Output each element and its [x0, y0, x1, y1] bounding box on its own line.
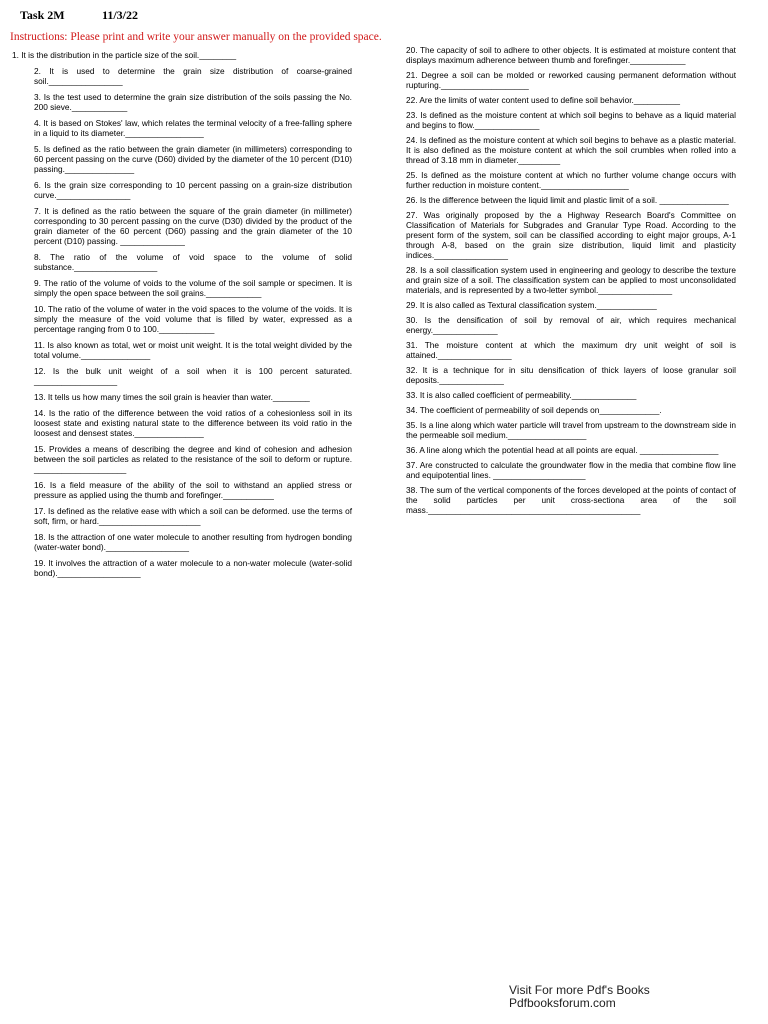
question-23: 23. Is defined as the moisture content at which soil begins to behave as a liquid material and begins to flow.______________	[406, 110, 736, 130]
question-27: 27. Was originally proposed by the a Highway Research Board's Committee on Classification of Materials for Subgrades and Granular Type Road. According to the present form of the system, soil can be classified according to eight major groups, A-1 through A-8, based on the grain size distribution, liquid limit and plasticity indices.________________	[406, 210, 736, 260]
footer-line-1: Visit For more Pdf's Books	[509, 983, 650, 997]
question-38: 38. The sum of the vertical components of the forces developed at the points of contact of the solid particles per unit cross-sectiona area of the soil mass.______________________________________________	[406, 485, 736, 515]
question-35: 35. Is a line along which water particle will travel from upstream to the downstream side in the permeable soil medium._________________	[406, 420, 736, 440]
question-4: 4. It is based on Stokes' law, which relates the terminal velocity of a free-falling sphere in a liquid to its diameter._________________	[34, 118, 352, 138]
header	[20, 8, 139, 23]
instructions: Instructions: Please print and write your answer manually on the provided space.	[10, 31, 382, 43]
question-34: 34. The coefficient of permeability of soil depends on_____________.	[406, 405, 662, 415]
question-32: 32. It is a technique for in situ densification of thick layers of loose granular soil deposits.______________	[406, 365, 736, 385]
question-15: 15. Provides a means of describing the degree and kind of cohesion and adhesion between the soil particles as related to the resistance of the soil to deform or rupture. ____________________	[34, 444, 352, 474]
question-36: 36. A line along which the potential head at all points are equal. _________________	[406, 445, 719, 455]
question-21: 21. Degree a soil can be molded or reworked causing permanent deformation without rupturing.___________________	[406, 70, 736, 90]
question-2: 2. It is used to determine the grain size distribution of coarse-grained soil.________________	[34, 66, 352, 86]
question-31: 31. The moisture content at which the maximum dry unit weight of soil is attained.________________	[406, 340, 736, 360]
question-3: 3. Is the test used to determine the grain size distribution of the soils passing the No. 200 sieve.____________	[34, 92, 352, 112]
task-date: 11/3/22	[102, 8, 139, 22]
question-28: 28. Is a soil classification system used in engineering and geology to describe the texture and grain size of a soil. The classification system can be applied to most unconsolidated materials, and is represented by a two-letter symbol.________________	[406, 265, 736, 295]
question-25: 25. Is defined as the moisture content at which no further volume change occurs with further reduction in moisture content.___________________	[406, 170, 736, 190]
question-5: 5. Is defined as the ratio between the grain diameter (in millimeters) corresponding to 60 percent passing on the curve (D60) divided by the diameter of the 10 percent (D10) passing._______________	[34, 144, 352, 174]
question-14: 14. Is the ratio of the difference between the void ratios of a cohesionless soil in its loosest state and existing natural state to the difference between its void ratio in the loosest and densest states._______________	[34, 408, 352, 438]
question-7: 7. It is defined as the ratio between the square of the grain diameter (in millimeter) corresponding to 30 percent passing on the curve (D30) divided by the product of the grain diameter of the 60 percent (D60) passing and the grain diameter of the 10 percent (D10) passing. ______________	[34, 206, 352, 246]
question-9: 9. The ratio of the volume of voids to the volume of the soil sample or specimen. It is simply the open space between the soil grains.____________	[34, 278, 352, 298]
question-6: 6. Is the grain size corresponding to 10 percent passing on a grain-size distribution curve.________________	[34, 180, 352, 200]
right-question-column	[406, 45, 736, 520]
task-title: Task 2M	[20, 8, 65, 22]
footer-watermark	[509, 984, 650, 1010]
question-11: 11. Is also known as total, wet or moist unit weight. It is the total weight divided by the total volume._______________	[34, 340, 352, 360]
question-26: 26. Is the difference between the liquid limit and plastic limit of a soil. _______________	[406, 195, 729, 205]
question-30: 30. Is the densification of soil by removal of air, which requires mechanical energy.______________	[406, 315, 736, 335]
question-29: 29. It is also called as Textural classification system._____________	[406, 300, 657, 310]
question-10: 10. The ratio of the volume of water in the void spaces to the volume of the voids. It is simply the measure of the void volume that is filled by water, expressed as a percentage ranging from 0 to 100.____________	[34, 304, 352, 334]
question-24: 24. Is defined as the moisture content at which soil begins to behave as a plastic material. It is also defined as the moisture content at which the soil crumbles when rolled into a thread of 3.18 mm in diameter._________	[406, 135, 736, 165]
question-12: 12. Is the bulk unit weight of a soil when it is 100 percent saturated. __________________	[34, 366, 352, 386]
footer-line-2: Pdfbooksforum.com	[509, 996, 616, 1010]
left-question-column	[12, 50, 352, 584]
question-22: 22. Are the limits of water content used to define soil behavior.__________	[406, 95, 680, 105]
question-8: 8. The ratio of the volume of void space to the volume of solid substance.__________________	[34, 252, 352, 272]
question-33: 33. It is also called coefficient of permeability.______________	[406, 390, 637, 400]
question-16: 16. Is a field measure of the ability of the soil to withstand an applied stress or pressure as applied using the thumb and forefinger.___________	[34, 480, 352, 500]
question-17: 17. Is defined as the relative ease with which a soil can be deformed. use the terms of soft, firm, or hard.______________________	[34, 506, 352, 526]
question-20: 20. The capacity of soil to adhere to other objects. It is estimated at moisture content that displays maximum adherence between thumb and forefinger.____________	[406, 45, 736, 65]
question-18: 18. Is the attraction of one water molecule to another resulting from hydrogen bonding (water-water bond).__________________	[34, 532, 352, 552]
question-13: 13. It tells us how many times the soil grain is heavier than water.________	[34, 392, 310, 402]
question-37: 37. Are constructed to calculate the groundwater flow in the media that combine flow line and equipotential lines. ____________________	[406, 460, 736, 480]
question-19: 19. It involves the attraction of a water molecule to a non-water molecule (water-solid bond).__________________	[34, 558, 352, 578]
question-1: 1. It is the distribution in the particle size of the soil.________	[12, 50, 237, 60]
